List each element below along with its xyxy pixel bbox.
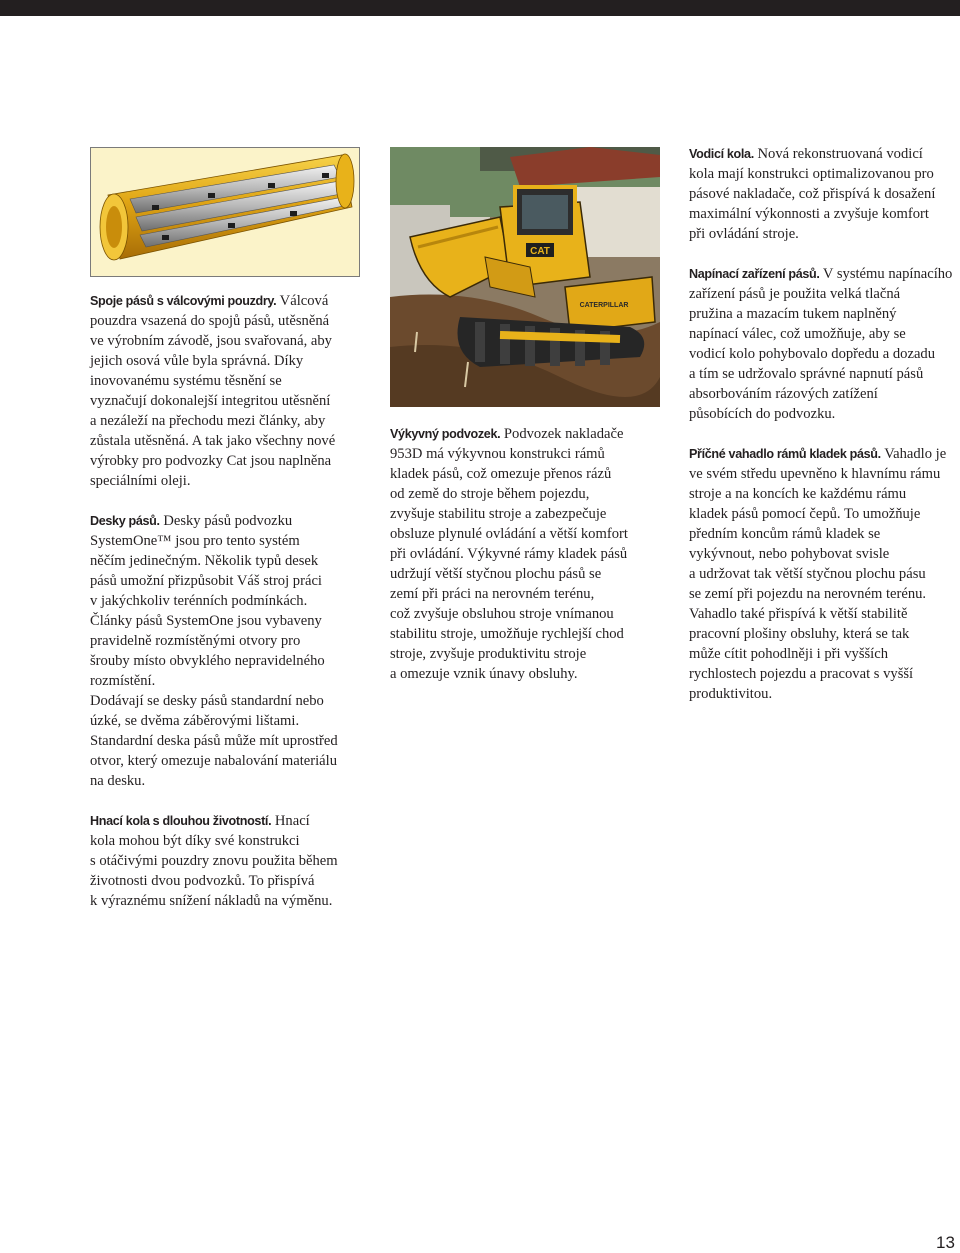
text-line: což zvyšuje obsluhou stroje vnímanou <box>390 606 614 622</box>
text-line: pásové nakladače, což přispívá k dosažení <box>689 186 936 202</box>
text-line: pružina a mazacím tukem naplněný <box>689 306 897 322</box>
text-line: působících do podvozku. <box>689 406 836 422</box>
text-line: Články pásů SystemOne jsou vybaveny <box>90 613 322 629</box>
text-line: stroje, zvyšuje produktivitu stroje <box>390 646 587 662</box>
text-line: šrouby místo obvyklého nepravidelného <box>90 653 325 669</box>
text-line: vykývnout, nebo pohybovat svisle <box>689 546 890 562</box>
text-line: speciálními oleji. <box>90 473 191 489</box>
paragraph-sprockets <box>90 811 365 911</box>
text-line: Vahadlo je <box>884 446 947 462</box>
heading-track-link-bushings: Spoje pásů s válcovými pouzdry. <box>90 294 277 308</box>
text-line: pouzdra vsazená do spojů pásů, utěsněná <box>90 313 330 329</box>
text-line: rozmístění. <box>90 673 156 689</box>
text-line: vyznačují dokonalejší integritou utěsnění <box>90 393 331 409</box>
text-line: úzké, se dvěma záběrovými lištami. <box>90 713 300 729</box>
text-line: ve výrobním závodě, jsou svařovaná, aby <box>90 333 332 349</box>
text-line: rychlostech pojezdu a pracovat s vyšší <box>689 666 914 682</box>
paragraph-track-link-bushings <box>90 291 365 491</box>
text-line: pásů umožní přizpůsobit Váš stroj práci <box>90 573 322 589</box>
text-line: Desky pásů podvozku <box>163 513 293 529</box>
text-line: Dodávají se desky pásů standardní nebo <box>90 693 324 709</box>
heading-track-adjusters: Napínací zařízení pásů. <box>689 267 820 281</box>
text-line: při ovládání stroje. <box>689 226 799 242</box>
paragraph-oscillating-undercarriage <box>390 424 665 684</box>
text-line: na desku. <box>90 773 146 789</box>
text-line: předním koncům rámů kladek se <box>689 526 881 542</box>
text-line: produktivitou. <box>689 686 773 702</box>
text-line: kola mohou být díky své konstrukci <box>90 833 300 849</box>
text-line: něčím jedinečným. Několik typů desek <box>90 553 319 569</box>
text-line: od země do stroje během pojezdu, <box>390 486 590 502</box>
text-line: a udržovat tak větší styčnou plochu pásu <box>689 566 926 582</box>
text-line: zařízení pásů je použita velká tlačná <box>689 286 901 302</box>
text-line: stroje a na koncích ke každému rámu <box>689 486 907 502</box>
text-line: inovovanému systému těsnění se <box>90 373 282 389</box>
paragraph-track-adjusters <box>689 264 960 424</box>
text-line: kladek pásů pomocí čepů. To umožňuje <box>689 506 921 522</box>
text-line: 953D má výkyvnou konstrukci rámů <box>390 446 605 462</box>
text-line: Vahadlo také přispívá k větší stabilitě <box>689 606 908 622</box>
text-line: a nezáleží na přechodu mezi články, aby <box>90 413 326 429</box>
track-loader-photo <box>390 147 660 407</box>
text-line: zemí při práci na nerovném terénu, <box>390 586 595 602</box>
bushing-cutaway-illustration <box>90 147 360 277</box>
text-line: stabilitu stroje, umožňuje rychlejší chod <box>390 626 624 642</box>
text-line: může cítit pohodlněji i při vyšších <box>689 646 889 662</box>
heading-equalizer-bar: Příčné vahadlo rámů kladek pásů. <box>689 447 881 461</box>
paragraph-track-shoes <box>90 511 365 791</box>
text-line: jejich osová vůle byla správná. Díky <box>90 353 304 369</box>
text-line: k výraznému snížení nákladů na výměnu. <box>90 893 333 909</box>
text-line: obsluze plynulé ovládání a větší komfort <box>390 526 628 542</box>
text-line: s otáčivými pouzdry znovu použita během <box>90 853 338 869</box>
text-line: pracovní plošiny obsluhy, která se tak <box>689 626 910 642</box>
text-line: maximální výkonnosti a zvyšuje komfort <box>689 206 929 222</box>
text-line: Standardní deska pásů může mít uprostřed <box>90 733 338 749</box>
paragraph-equalizer-bar <box>689 444 960 704</box>
text-line: ve svém středu upevněno k hlavnímu rámu <box>689 466 941 482</box>
text-line: V systému napínacího <box>822 266 953 282</box>
text-line: absorbováním rázových zatížení <box>689 386 878 402</box>
text-line: v jakýchkoliv terénních podmínkách. <box>90 593 308 609</box>
text-line: životnosti dvou podvozků. To přispívá <box>90 873 315 889</box>
text-line: Podvozek nakladače <box>503 426 624 442</box>
text-line: Nová rekonstruovaná vodicí <box>757 146 923 162</box>
text-line: SystemOne™ jsou pro tento systém <box>90 533 300 549</box>
heading-sprockets: Hnací kola s dlouhou životností. <box>90 814 272 828</box>
text-line: výrobky pro podvozky Cat jsou naplněna <box>90 453 332 469</box>
cat-logo-decal: CAT <box>530 246 550 257</box>
text-line: vodicí kolo pohybovalo dopředu a dozadu <box>689 346 936 362</box>
text-line: se zemí při pojezdu na nerovném terénu. <box>689 586 927 602</box>
text-line: zvyšuje stabilitu stroje a zabezpečuje <box>390 506 607 522</box>
text-line: otvor, který omezuje nabalování materiálu <box>90 753 338 769</box>
text-line: Hnací <box>274 813 310 829</box>
text-column-right <box>689 144 960 704</box>
text-line: kola mají konstrukci optimalizovanou pro <box>689 166 934 182</box>
text-line: kladek pásů, což omezuje přenos rázů <box>390 466 612 482</box>
top-bar <box>0 0 960 16</box>
text-column-middle <box>390 424 665 684</box>
heading-oscillating-undercarriage: Výkyvný podvozek. <box>390 427 501 441</box>
page-number: 13 <box>936 1233 955 1252</box>
text-line: zůstala utěsněná. A tak jako všechny nové <box>90 433 336 449</box>
text-line: napínací válec, což umožňuje, aby se <box>689 326 906 342</box>
text-line: a omezuje vznik únavy obsluhy. <box>390 666 578 682</box>
text-line: udržují větší styčnou plochu pásů se <box>390 566 602 582</box>
text-line: Válcová <box>279 293 329 309</box>
paragraph-idlers <box>689 144 960 244</box>
caterpillar-decal: CATERPILLAR <box>579 302 629 309</box>
text-line: pravidelně rozmístěnými otvory pro <box>90 633 301 649</box>
text-line: a tím se udržovalo správné napnutí pásů <box>689 366 924 382</box>
heading-track-shoes: Desky pásů. <box>90 514 160 528</box>
text-column-left <box>90 291 365 911</box>
heading-idlers: Vodicí kola. <box>689 147 754 161</box>
text-line: při ovládání. Výkyvné rámy kladek pásů <box>390 546 628 562</box>
